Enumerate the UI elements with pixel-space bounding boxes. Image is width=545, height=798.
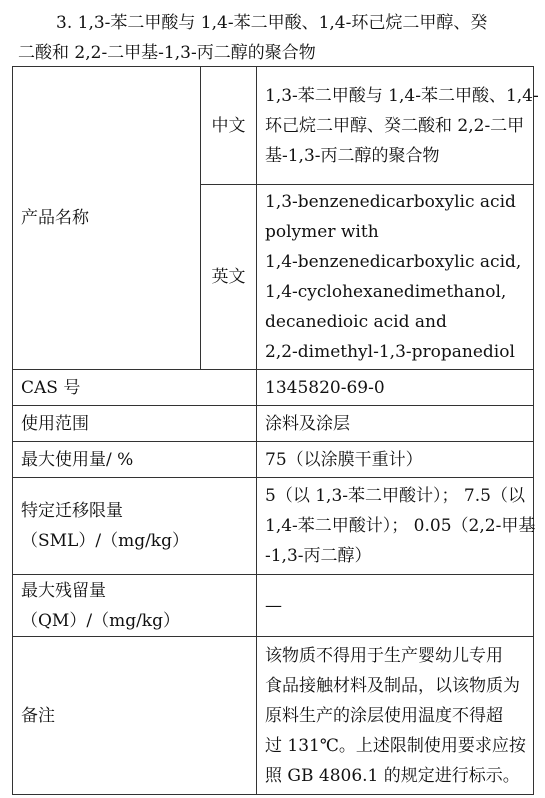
chinese-name-line: 环己烷二甲醇、癸二酸和 2,2-二甲 [265,115,525,136]
remarks-line: 过 131℃。上述限制使用要求应按 [265,735,526,756]
heading-line-2: 二酸和 2,2-二甲基-1,3-丙二醇的聚合物 [18,43,316,63]
sml-value-line: -1,3-丙二醇） [265,546,372,566]
chinese-name-line: 1,3-苯二甲酸与 1,4-苯二甲酸、1,4- [265,85,539,106]
row-cas [13,370,534,406]
english-name-line: polymer with [265,222,379,242]
sml-value-line: 5（以 1,3-苯二甲酸计）； 7.5（以 [265,486,525,506]
remarks-value [257,637,534,795]
remarks-line: 原料生产的涂层使用温度不得超 [265,705,503,726]
english-name-line: 2,2-dimethyl-1,3-propanediol [265,342,515,362]
english-name-line: 1,3-benzenedicarboxylic acid [265,192,516,212]
qm-label [13,575,257,637]
english-name-line: 1,4-benzenedicarboxylic acid, [265,252,522,272]
sml-value [257,478,534,575]
english-name-line: 1,4-cyclohexanedimethanol, [265,282,507,302]
sml-label-line: （SML）/（mg/kg） [21,531,189,551]
chinese-label: 中文 [201,67,257,185]
max-use-label: 最大使用量/ % [13,442,257,478]
substance-spec-table [12,66,539,795]
row-max-use [13,442,534,478]
row-qm [13,575,534,637]
section-heading [18,8,530,68]
remarks-label: 备注 [13,637,257,795]
qm-value: — [257,575,534,637]
cas-value: 1345820-69-0 [257,370,534,406]
chinese-name-line: 基-1,3-丙二醇的聚合物 [265,145,440,166]
remarks-line: 食品接触材料及制品，以该物质为 [265,675,520,696]
row-chinese-name [13,67,534,185]
row-sml [13,478,534,575]
usage-value: 涂料及涂层 [257,406,534,442]
remarks-line: 该物质不得用于生产婴幼儿专用 [265,645,503,666]
sml-label [13,478,257,575]
qm-label-line: （QM）/（mg/kg） [21,610,180,631]
english-name-value [257,185,534,370]
remarks-line: 照 GB 4806.1 的规定进行标示。 [265,765,520,786]
english-name-line: decanedioic acid and [265,312,447,332]
usage-label: 使用范围 [13,406,257,442]
row-remarks [13,637,534,795]
english-label: 英文 [201,185,257,370]
sml-value-line: 1,4-苯二甲酸计）； 0.05（2,2-甲基 [265,516,536,536]
cas-label: CAS 号 [13,370,257,406]
product-name-label: 产品名称 [13,67,201,370]
sml-label-line: 特定迁移限量 [21,501,123,521]
heading-line-1: 3. 1,3-苯二甲酸与 1,4-苯二甲酸、1,4-环己烷二甲醇、癸 [56,13,488,33]
row-usage [13,406,534,442]
qm-label-line: 最大残留量 [21,580,106,601]
max-use-value: 75（以涂膜干重计） [257,442,534,478]
chinese-name-value [257,67,539,185]
